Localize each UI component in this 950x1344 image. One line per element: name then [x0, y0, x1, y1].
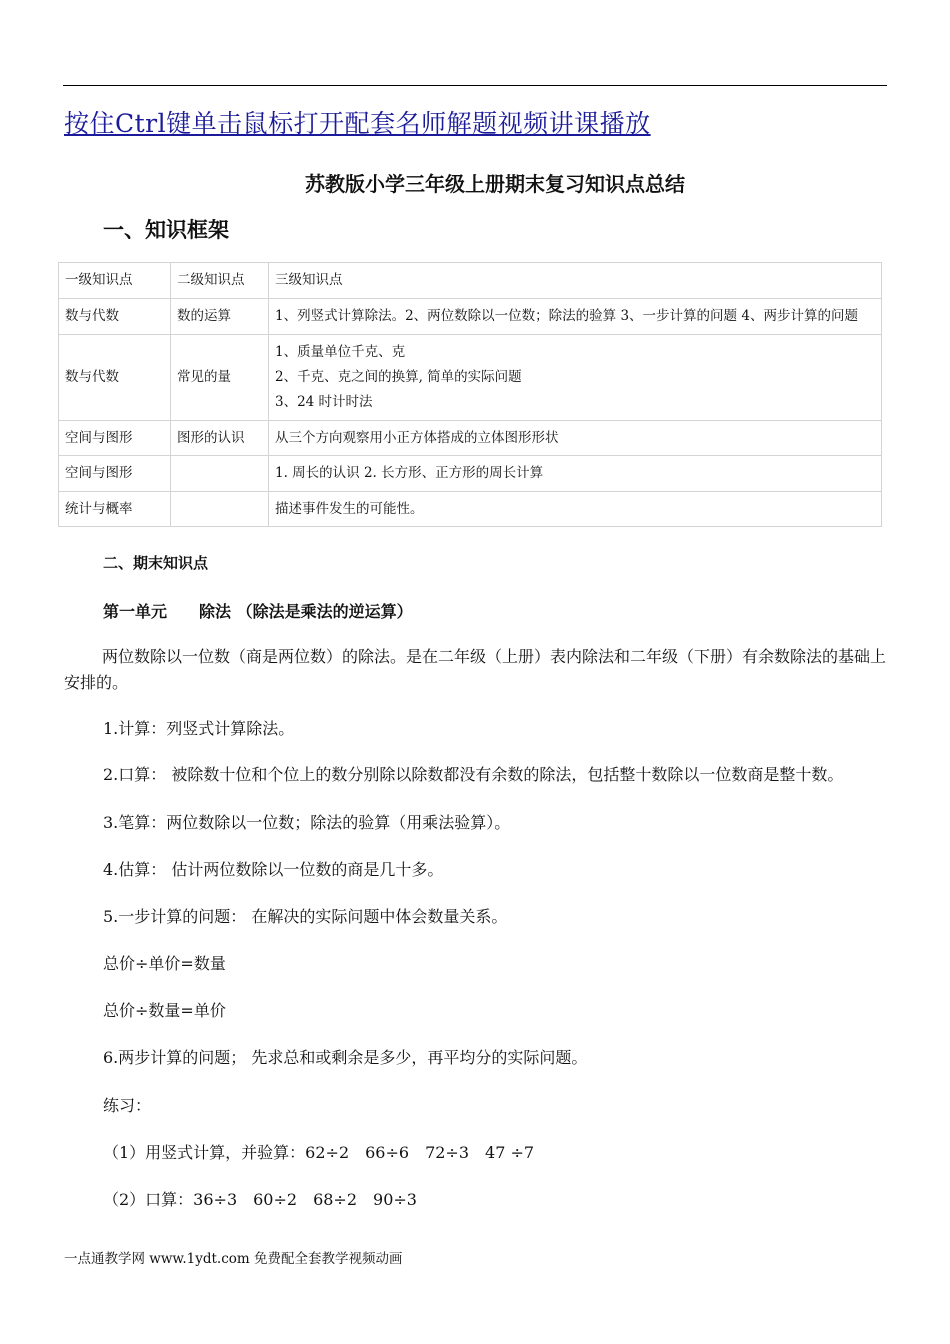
- cell-line: 2、千克、克之间的换算, 简单的实际问题: [275, 369, 522, 385]
- table-row: [59, 456, 882, 492]
- formula-unit-price: 总价÷数量=单价: [103, 1001, 226, 1020]
- point-two-step: 6.两步计算的问题； 先求总和或剩余是多少，再平均分的实际问题。: [103, 1048, 588, 1067]
- table-cell: 数的运算: [171, 299, 269, 335]
- table-cell: 统计与概率: [59, 492, 171, 527]
- table-row: [59, 299, 882, 335]
- knowledge-framework-table: [58, 262, 882, 527]
- table-cell: 数与代数: [59, 335, 171, 421]
- table-row: [59, 335, 882, 421]
- point-calculation: 1.计算：列竖式计算除法。: [103, 719, 295, 738]
- point-written-math: 3.笔算：两位数除以一位数；除法的验算（用乘法验算）。: [103, 813, 511, 832]
- video-lesson-link[interactable]: 按住Ctrl键单击鼠标打开配套名师解题视频讲课播放: [64, 109, 651, 138]
- point-estimation: 4.估算： 估计两位数除以一位数的商是几十多。: [103, 860, 444, 879]
- unit-heading: 第一单元 除法 （除法是乘法的逆运算）: [103, 602, 413, 621]
- header-cell: 一级知识点: [59, 263, 171, 299]
- table-cell: 空间与图形: [59, 421, 171, 456]
- intro-paragraph: 两位数除以一位数（商是两位数）的除法。是在二年级（上册）表内除法和二年级（下册）有余数除法的基础上安排的。: [64, 647, 887, 692]
- table-cell: [269, 335, 882, 421]
- point-mental-math: 2.口算： 被除数十位和个位上的数分别除以除数都没有余数的除法，包括整十数除以一位数商是整十数。: [103, 765, 844, 784]
- exercise-item: （1）用竖式计算，并验算：62÷2 66÷6 72÷3 47 ÷7: [103, 1143, 535, 1162]
- table-row: [59, 421, 882, 456]
- point-one-step: 5.一步计算的问题： 在解决的实际问题中体会数量关系。: [103, 907, 508, 926]
- table-cell: 描述事件发生的可能性。: [269, 492, 882, 527]
- table-row: [59, 492, 882, 527]
- table-cell: 空间与图形: [59, 456, 171, 492]
- table-header-row: [59, 263, 882, 299]
- cell-line: 1、质量单位千克、克: [275, 344, 406, 360]
- table-cell: 从三个方向观察用小正方体搭成的立体图形形状: [269, 421, 882, 456]
- table-cell: 1、列竖式计算除法。2、两位数除以一位数；除法的验算 3、一步计算的问题 4、两步计算的问题: [269, 299, 882, 335]
- table-cell: [171, 492, 269, 527]
- table-cell: 数与代数: [59, 299, 171, 335]
- header-cell: 二级知识点: [171, 263, 269, 299]
- table-cell: 常见的量: [171, 335, 269, 421]
- exercise-label: 练习：: [103, 1096, 152, 1115]
- section-heading-framework: 一、知识框架: [103, 217, 229, 242]
- table-cell: 图形的认识: [171, 421, 269, 456]
- cell-line: 3、24 时计时法: [275, 394, 373, 410]
- table-cell: [171, 456, 269, 492]
- table-cell: 1. 周长的认识 2. 长方形、正方形的周长计算: [269, 456, 882, 492]
- header-cell: 三级知识点: [269, 263, 882, 299]
- formula-quantity: 总价÷单价=数量: [103, 954, 226, 973]
- document-title: 苏教版小学三年级上册期末复习知识点总结: [305, 172, 685, 196]
- top-rule: [63, 85, 887, 86]
- section-heading-key-points: 二、期末知识点: [103, 554, 209, 572]
- page-footer: 一点通教学网 www.1ydt.com 免费配全套教学视频动画: [64, 1251, 403, 1267]
- exercise-item: （2）口算：36÷3 60÷2 68÷2 90÷3: [103, 1190, 417, 1209]
